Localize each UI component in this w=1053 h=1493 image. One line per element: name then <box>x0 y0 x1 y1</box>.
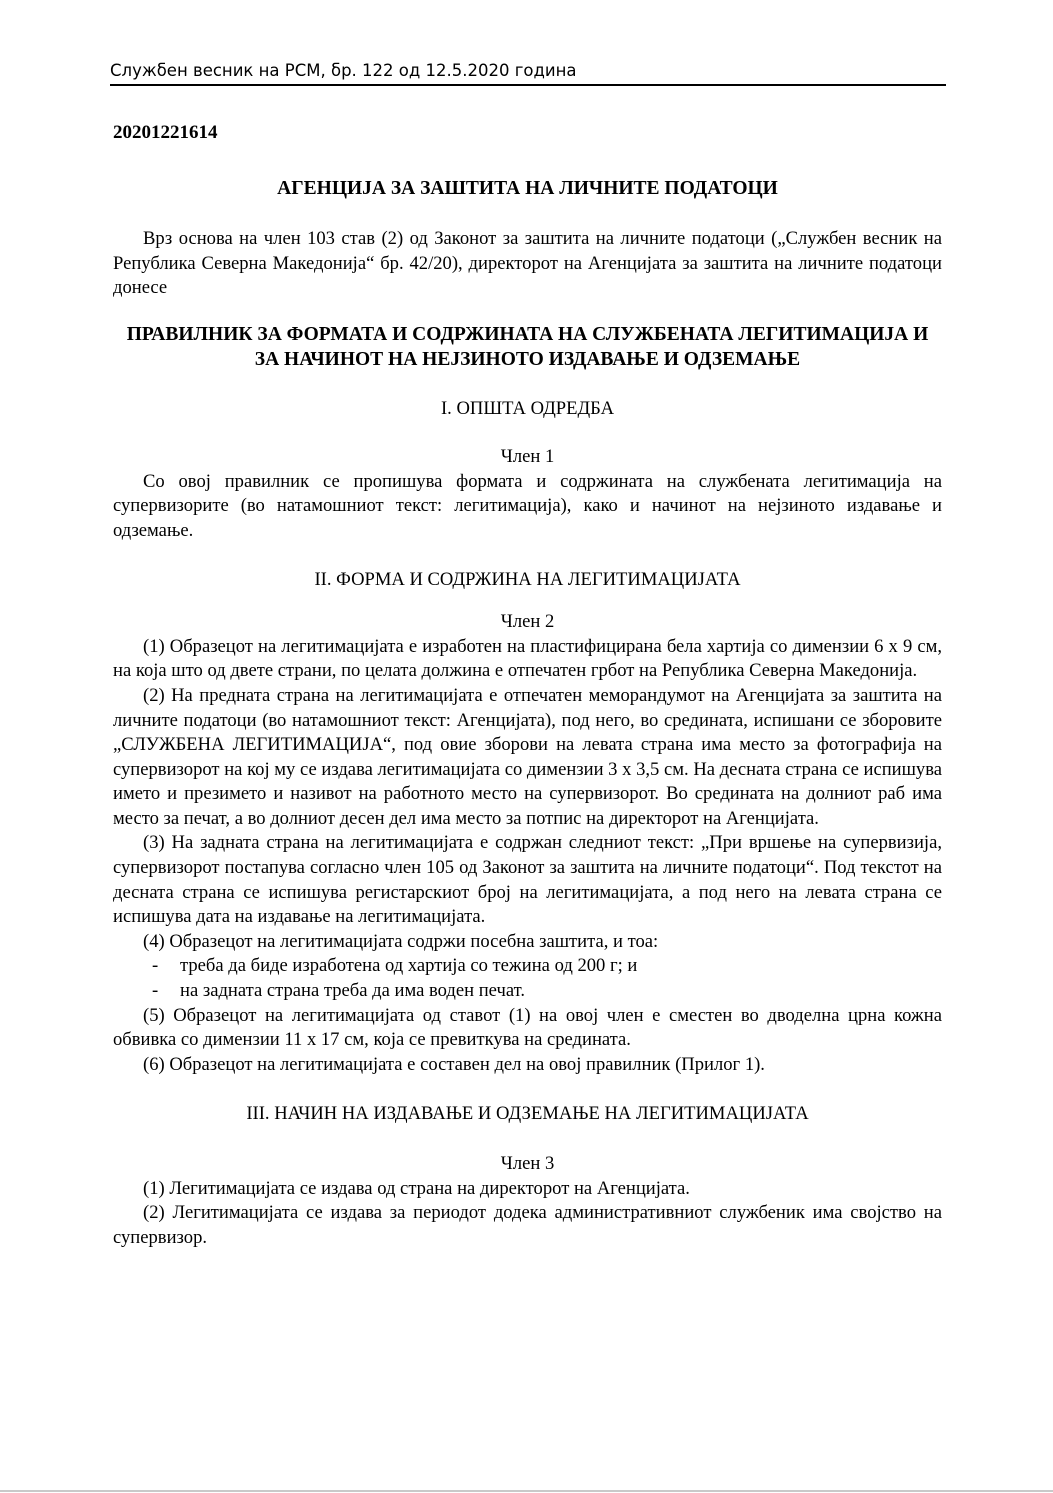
article-3-paragraph-1: (1) Легитимацијата се издава од страна на директорот на Агенцијата. <box>143 1177 690 1199</box>
agency-title: АГЕНЦИЈА ЗА ЗАШТИТА НА ЛИЧНИТЕ ПОДАТОЦИ <box>277 177 778 199</box>
article-2-paragraph-2: (2) На предната страна на легитимацијата е отпечатен меморандумот на Агенцијата за заштита на личните податоци (во натамошниот текст: Агенцијата), под него, во средината, испишани се зборовите „СЛУЖБЕНА ЛЕГИТИМАЦИЈА“, под овие зборови на левата страна има место за фотографија на супервизорот на кој му се издава легитимацијата со димензии 3 х 3,5 см. На десната страна се испишува името и презимето и називот на работното место на супервизорот. Во средината на долниот раб има место за печат, а во долниот десен дел има место за потпис на директорот на Агенцијата. <box>113 684 942 829</box>
list-item <box>113 954 942 979</box>
section-2-heading: II. ФОРМА И СОДРЖИНА НА ЛЕГИТИМАЦИЈАТА <box>314 568 741 590</box>
document-number: 20201221614 <box>113 122 218 143</box>
article-3-paragraph-2: (2) Легитимацијата се издава за периодот додека административниот службеник има својство на супервизор. <box>113 1202 942 1248</box>
document-body <box>113 0 942 1250</box>
article-1-heading: Член 1 <box>500 446 555 468</box>
article-1-paragraph-1: Со овој правилник се пропишува формата и содржината на службената легитимација на супервизорите (во натамошниот текст: легитимација), како и начинот на нејзиното издавање и одземање. <box>113 470 942 541</box>
section-3-heading: III. НАЧИН НА ИЗДАВАЊЕ И ОДЗЕМАЊЕ НА ЛЕГИТИМАЦИЈАТА <box>246 1103 809 1125</box>
article-2-paragraph-6: (6) Образецот на легитимацијата е составен дел на овој правилник (Прилог 1). <box>143 1053 765 1075</box>
list-item-text: треба да биде изработена од хартија со тежина од 200 г; и <box>180 955 638 977</box>
list-item <box>113 979 942 1004</box>
list-item-text: на задната страна треба да има воден печат. <box>180 980 525 1002</box>
rulebook-title: ПРАВИЛНИК ЗА ФОРМАТА И СОДРЖИНАТА НА СЛУЖБЕНАТА ЛЕГИТИМАЦИЈА И ЗА НАЧИНОТ НА НЕЈЗИНОТО ИЗДАВАЊЕ И ОДЗЕМАЊЕ <box>126 323 929 370</box>
article-2-heading: Член 2 <box>500 611 555 633</box>
article-2-paragraph-4: (4) Образецот на легитимацијата содржи посебна заштита, и тоа: <box>143 930 659 952</box>
page-bottom-separator <box>0 1490 1053 1492</box>
article-3-heading: Член 3 <box>500 1153 555 1174</box>
article-2-paragraph-3: (3) На задната страна на легитимацијата е содржан следниот текст: „При вршење на супервизија, супервизорот постапува согласно член 105 од Законот за заштита на личните податоци“. Под текстот на десната страна се испишува регистарскиот број на легитимацијата, а под него на левата страна се испишува дата на издавање на легитимацијата. <box>113 832 942 928</box>
preamble-paragraph: Врз основа на член 103 став (2) од Законот за заштита на личните податоци („Службен весник на Република Северна Македонија“ бр. 42/20), директорот на Агенцијата за заштита на личните податоци донесе <box>113 228 942 299</box>
list-item-dash: - <box>152 980 159 1002</box>
list-item-dash: - <box>152 955 159 977</box>
gazette-header: Службен весник на РСМ, бр. 122 од 12.5.2020 година <box>110 60 946 86</box>
article-2-paragraph-5: (5) Образецот на легитимацијата од ставот (1) на овој член е сместен во дводелна црна кожна обвивка со димензии 11 х 17 см, која се превиткува на средината. <box>113 1004 942 1051</box>
article-2-paragraph-1: (1) Образецот на легитимацијата е изработен на пластифицирана бела хартија со димензии 6 х 9 см, на која што од двете страни, по целата должина е отпечатен грбот на Република Северна Македонија. <box>113 635 942 682</box>
section-1-heading: I. ОПШТА ОДРЕДБА <box>440 397 615 419</box>
